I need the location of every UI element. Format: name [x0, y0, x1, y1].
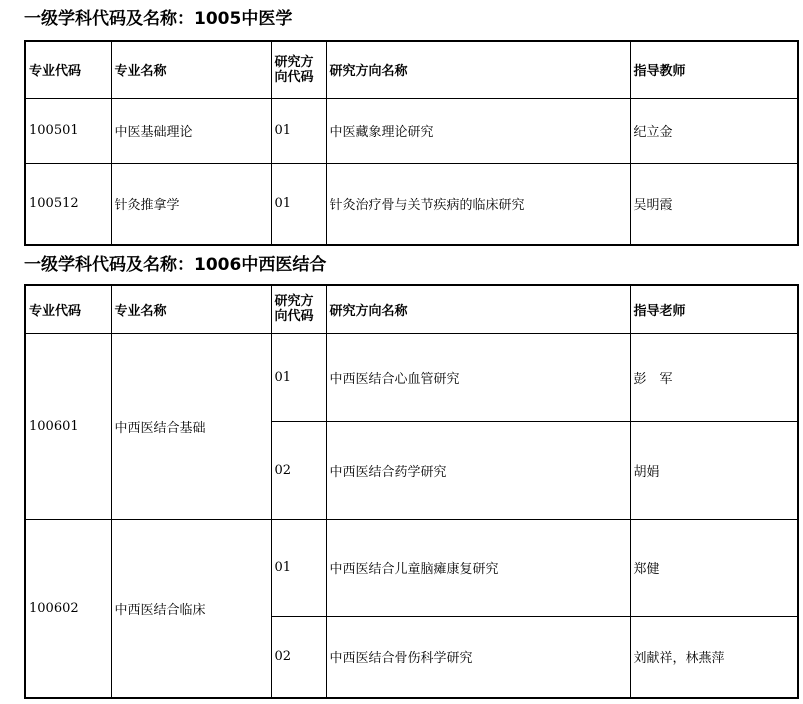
- direction-code: 01: [271, 333, 326, 421]
- major-name: 中西医结合基础: [111, 333, 271, 519]
- header-direction-name: 研究方向名称: [326, 41, 630, 98]
- direction-name: 针灸治疗骨与关节疾病的临床研究: [326, 163, 630, 245]
- table-row: [25, 98, 798, 163]
- header-advisor: 指导教师: [630, 41, 798, 98]
- advisor: 吴明霞: [630, 163, 798, 245]
- direction-code: 01: [271, 519, 326, 616]
- major-name: 中医基础理论: [111, 98, 271, 163]
- table-header-row: [25, 41, 798, 98]
- direction-code: 02: [271, 616, 326, 698]
- section-title-1005: 一级学科代码及名称：1005中医学: [24, 9, 293, 29]
- header-direction-code: 研究方向代码: [271, 285, 326, 333]
- header-direction-name: 研究方向名称: [326, 285, 630, 333]
- header-major-name: 专业名称: [111, 41, 271, 98]
- direction-name: 中西医结合骨伤科学研究: [326, 616, 630, 698]
- major-code: 100601: [25, 333, 111, 519]
- direction-name: 中西医结合心血管研究: [326, 333, 630, 421]
- header-advisor: 指导老师: [630, 285, 798, 333]
- table-header-row: [25, 285, 798, 333]
- table-1005: [24, 40, 799, 246]
- advisor: 纪立金: [630, 98, 798, 163]
- direction-name: 中医藏象理论研究: [326, 98, 630, 163]
- direction-name: 中西医结合药学研究: [326, 421, 630, 519]
- major-code: 100501: [25, 98, 111, 163]
- direction-name: 中西医结合儿童脑瘫康复研究: [326, 519, 630, 616]
- table-1006: [24, 284, 799, 699]
- major-name: 中西医结合临床: [111, 519, 271, 698]
- major-code: 100602: [25, 519, 111, 698]
- header-major-code: 专业代码: [25, 285, 111, 333]
- advisor: 刘献祥，林燕萍: [630, 616, 798, 698]
- table-row: [25, 333, 798, 421]
- table-row: [25, 163, 798, 245]
- advisor: 胡娟: [630, 421, 798, 519]
- table-row: [25, 519, 798, 616]
- header-major-name: 专业名称: [111, 285, 271, 333]
- section-title-1006: 一级学科代码及名称：1006中西医结合: [24, 255, 327, 275]
- direction-code: 01: [271, 98, 326, 163]
- major-code: 100512: [25, 163, 111, 245]
- header-direction-code: 研究方向代码: [271, 41, 326, 98]
- major-name: 针灸推拿学: [111, 163, 271, 245]
- direction-code: 02: [271, 421, 326, 519]
- advisor: 彭 军: [630, 333, 798, 421]
- header-major-code: 专业代码: [25, 41, 111, 98]
- advisor: 郑健: [630, 519, 798, 616]
- direction-code: 01: [271, 163, 326, 245]
